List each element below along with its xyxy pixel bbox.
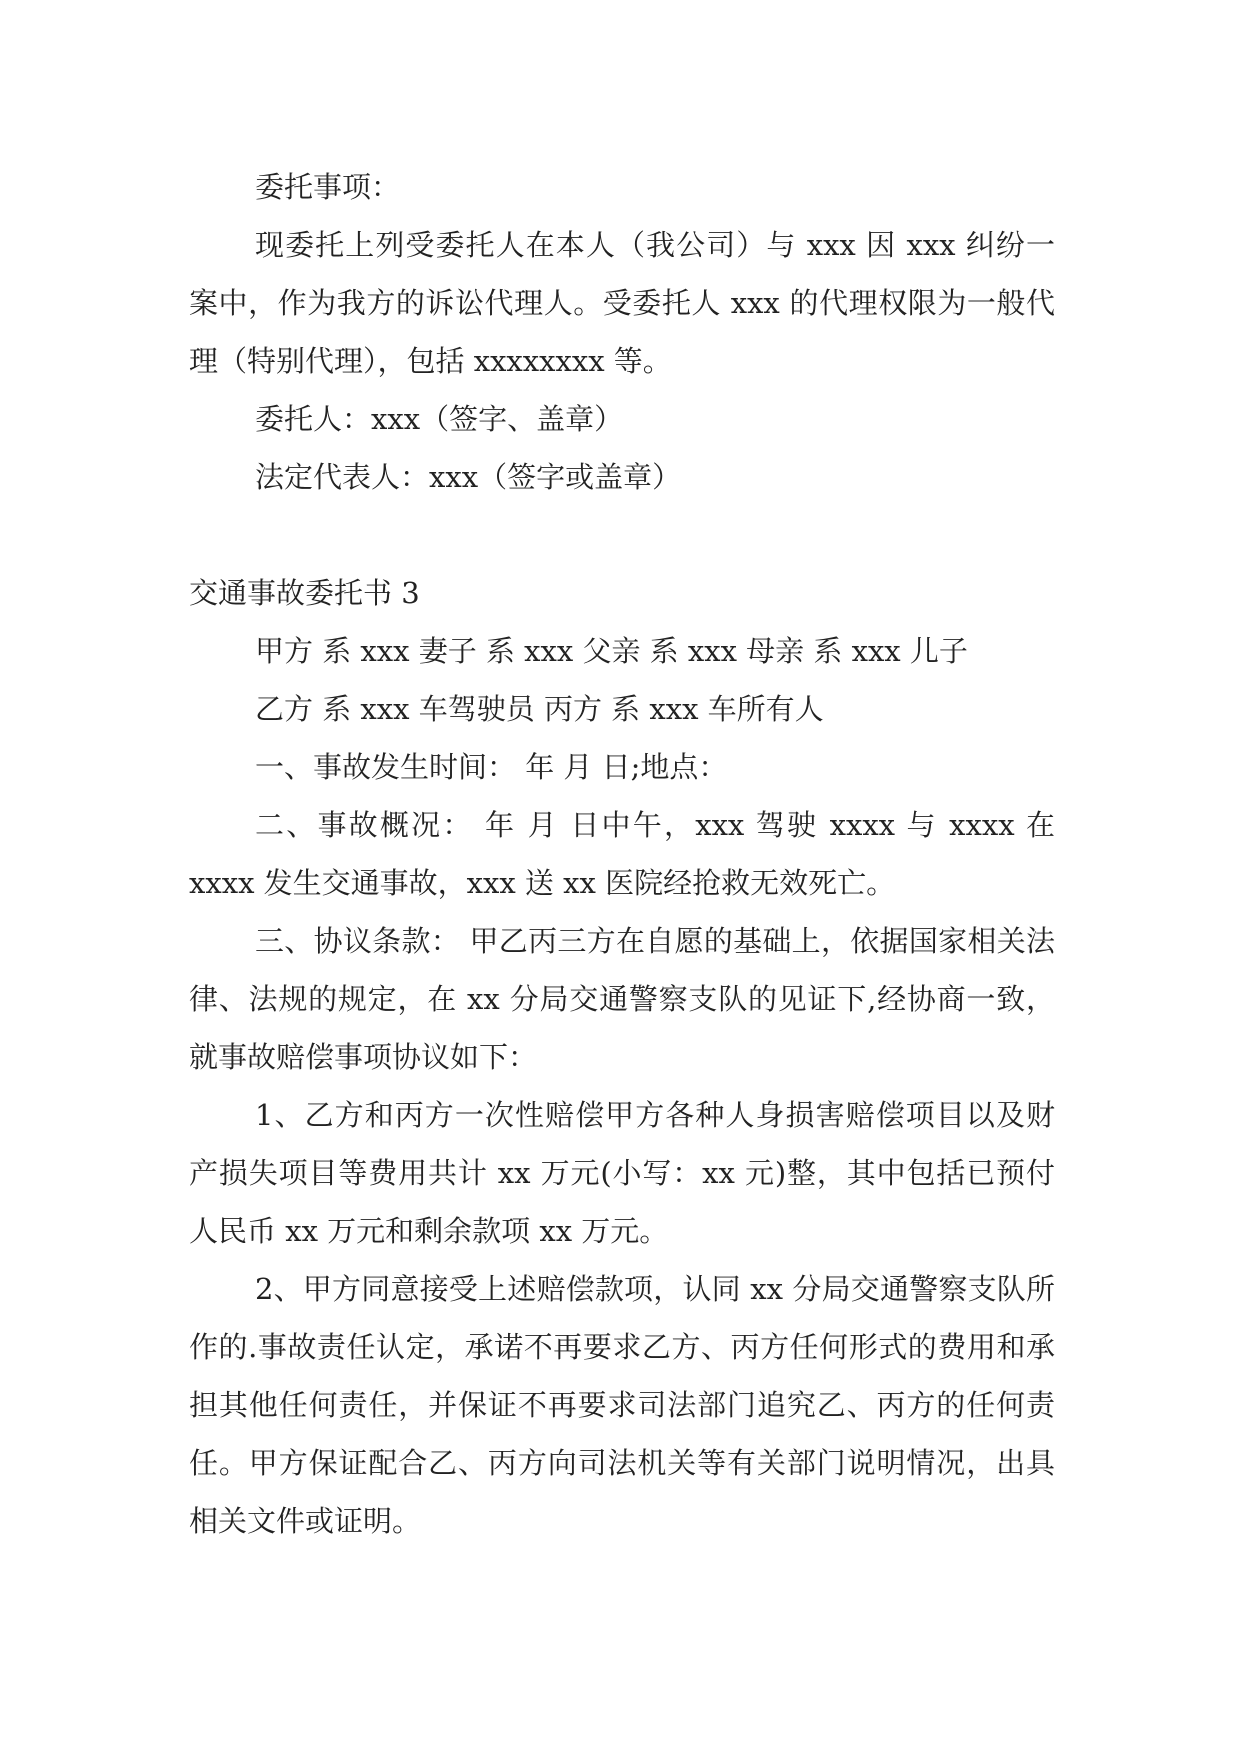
party-b-c-line: 乙方 系 xxx 车驾驶员 丙方 系 xxx 车所有人 bbox=[255, 692, 824, 726]
section-title: 交通事故委托书 3 bbox=[189, 576, 420, 610]
accident-overview-item: 二、事故概况： 年 月 日中午，xxx 驾驶 xxxx 与 xxxx 在 xxxx 发生交通事故，xxx 送 xx 医院经抢救无效死亡。 bbox=[189, 808, 1055, 900]
entrusted-matters-heading: 委托事项： bbox=[255, 170, 401, 204]
accident-time-item: 一、事故发生时间： 年 月 日;地点： bbox=[255, 750, 728, 784]
document-content bbox=[189, 158, 1055, 1550]
party-a-line: 甲方 系 xxx 妻子 系 xxx 父亲 系 xxx 母亲 系 xxx 儿子 bbox=[255, 634, 968, 668]
entrustment-body-paragraph: 现委托上列受委托人在本人（我公司）与 xxx 因 xxx 纠纷一案中，作为我方的诉讼代理人。受委托人 xxx 的代理权限为一般代理（特别代理），包括 xxxxxxxx 等。 bbox=[189, 228, 1055, 378]
clause-2-paragraph: 2、甲方同意接受上述赔偿款项，认同 xx 分局交通警察支队所作的.事故责任认定，承诺不再要求乙方、丙方任何形式的费用和承担其他任何责任，并保证不再要求司法部门追究乙、丙方的任何责任。甲方保证配合乙、丙方向司法机关等有关部门说明情况，出具相关文件或证明。 bbox=[189, 1272, 1055, 1538]
legal-representative-line: 法定代表人：xxx（签字或盖章） bbox=[255, 460, 682, 494]
clause-1-paragraph: 1、乙方和丙方一次性赔偿甲方各种人身损害赔偿项目以及财产损失项目等费用共计 xx 万元(小写：xx 元)整，其中包括已预付人民币 xx 万元和剩余款项 xx 万元。 bbox=[189, 1098, 1055, 1248]
principal-signature-line: 委托人：xxx（签字、盖章） bbox=[255, 402, 624, 436]
agreement-terms-item: 三、协议条款： 甲乙丙三方在自愿的基础上，依据国家相关法律、法规的规定，在 xx 分局交通警察支队的见证下,经协商一致，就事故赔偿事项协议如下： bbox=[189, 924, 1055, 1074]
section-spacer bbox=[189, 506, 1055, 564]
